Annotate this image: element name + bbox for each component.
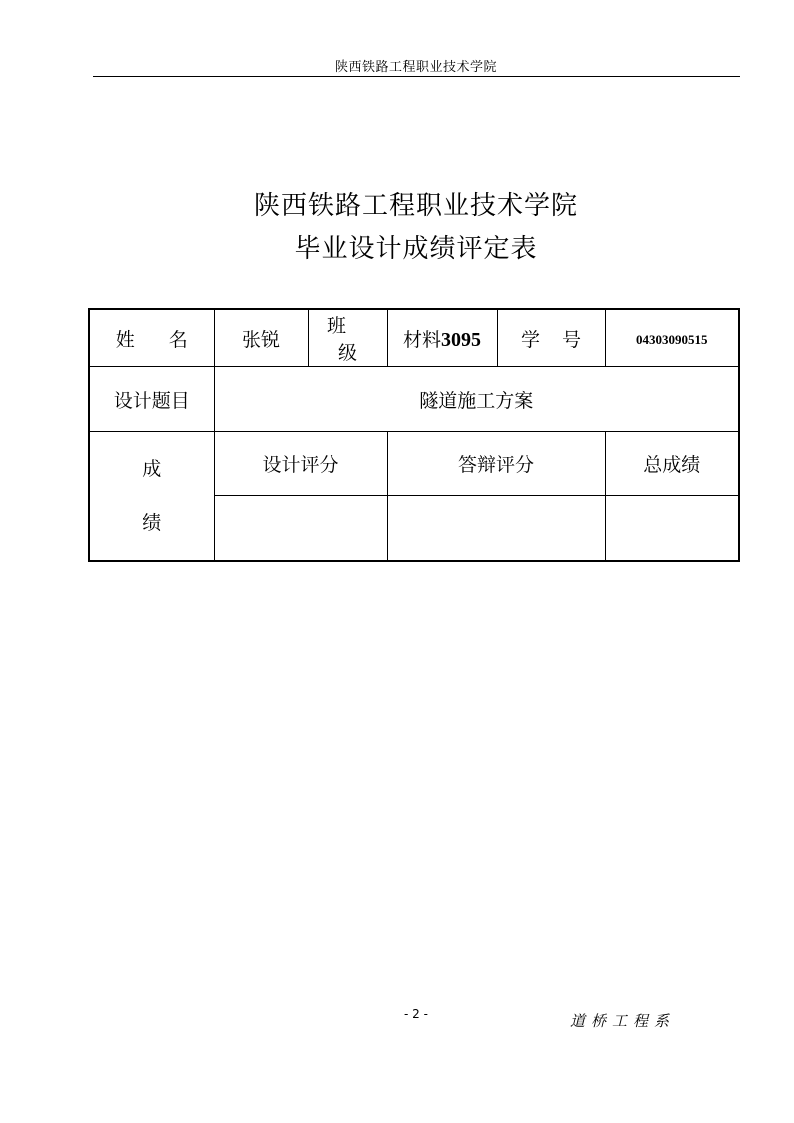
class-value-number: 3095 bbox=[441, 328, 481, 351]
id-label-cell bbox=[497, 309, 605, 367]
class-value-cell bbox=[387, 309, 497, 367]
defense-score-cell bbox=[387, 496, 605, 562]
name-value: 张锐 bbox=[241, 328, 280, 351]
footer-department: 道桥工程系 bbox=[570, 1012, 676, 1030]
grade-label-2: 绩 bbox=[142, 512, 162, 534]
class-label-cell bbox=[308, 309, 387, 367]
name-value-cell bbox=[214, 309, 308, 367]
topic-label-cell bbox=[89, 367, 214, 432]
design-score-header-label: 设计评分 bbox=[262, 454, 339, 476]
topic-value-cell bbox=[214, 367, 739, 432]
topic-label: 设计题目 bbox=[113, 389, 190, 412]
document-title-form: 毕业设计成绩评定表 bbox=[294, 234, 538, 264]
table-row-grade-headers bbox=[89, 432, 739, 496]
name-label: 姓名 bbox=[115, 328, 222, 351]
document-title-school: 陕西铁路工程职业技术学院 bbox=[253, 191, 578, 221]
design-score-header bbox=[214, 432, 387, 496]
header-rule bbox=[93, 76, 740, 77]
grade-label-cell bbox=[89, 432, 214, 562]
class-value-prefix: 材料 bbox=[402, 329, 441, 351]
name-label-cell bbox=[89, 309, 222, 367]
total-score-header-label: 总成绩 bbox=[643, 454, 701, 476]
topic-value: 隧道施工方案 bbox=[419, 389, 534, 412]
design-score-cell bbox=[214, 496, 387, 562]
grade-table bbox=[88, 308, 740, 562]
total-score-cell bbox=[605, 496, 739, 562]
class-label: 班级 bbox=[326, 315, 379, 364]
id-label: 学号 bbox=[520, 328, 603, 351]
table-row-student-info bbox=[89, 309, 739, 367]
grade-label-1: 成 bbox=[142, 458, 162, 480]
page-header: 陕西铁路工程职业技术学院 bbox=[334, 60, 497, 75]
total-score-header bbox=[605, 432, 739, 496]
page-number: - 2 - bbox=[404, 1007, 428, 1021]
defense-score-header bbox=[387, 432, 605, 496]
id-value: 04303090515 bbox=[636, 332, 708, 347]
id-value-cell bbox=[605, 309, 739, 367]
defense-score-header-label: 答辩评分 bbox=[457, 454, 534, 476]
table-row-topic bbox=[89, 367, 739, 432]
